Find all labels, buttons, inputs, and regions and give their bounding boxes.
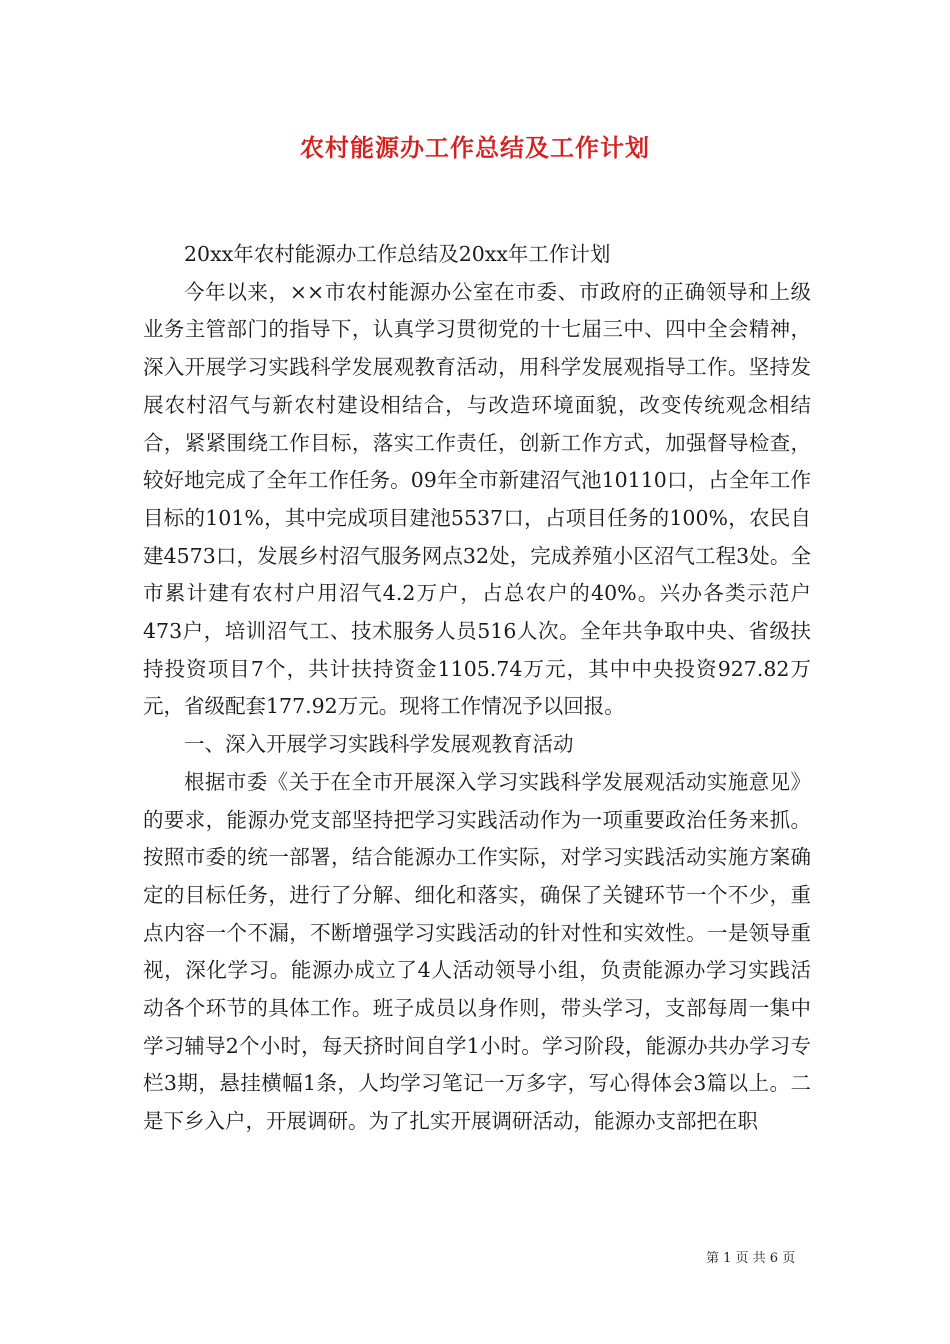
page-number-footer: 第 1 页 共 6 页 — [706, 1251, 796, 1266]
section-heading: 一、深入开展学习实践科学发展观教育活动 — [184, 732, 574, 757]
section-paragraph: 根据市委《关于在全市开展深入学习实践科学发展观活动实施意见》的要求，能源办党支部坚持把学习实践活动作为一项重要政治任务来抓。按照市委的统一部署，结合能源办工作实际，对学习实践活动实施方案确定的目标任务，进行了分解、细化和落实，确保了关键环节一个不少，重点内容一个不漏，不断增强学习实践活动的针对性和实效性。一是领导重视，深化学习。能源办成立了4人活动领导小组，负责能源办学习实践活动各个环节的具体工作。班子成员以身作则，带头学习，支部每周一集中学习辅导2个小时，每天挤时间自学1小时。学习阶段，能源办共办学习专栏3期，悬挂横幅1条，人均学习笔记一万多字，写心得体会3篇以上。二是下乡入户，开展调研。为了扎实开展调研活动，能源办支部把在职 — [143, 769, 811, 1134]
subtitle-paragraph: 20xx年农村能源办工作总结及20xx年工作计划 — [184, 242, 611, 266]
intro-paragraph: 今年以来，××市农村能源办公室在市委、市政府的正确领导和上级业务主管部门的指导下，认真学习贯彻党的十七届三中、四中全会精神，深入开展学习实践科学发展观教育活动，用科学发展观指导工作。坚持发展农村沼气与新农村建设相结合，与改造环境面貌，改变传统观念相结合，紧紧围绕工作目标，落实工作责任，创新工作方式，加强督导检查，较好地完成了全年工作任务。09年全市新建沼气池10110口，占全年工作目标的101%，其中完成项目建池5537口，占项目任务的100%，农民自建4573口，发展乡村沼气服务网点32处，完成养殖小区沼气工程3处。全市累计建有农村户用沼气4.2万户，占总农户的40%。兴办各类示范户473户，培训沼气工、技术服务人员516人次。全年共争取中央、省级扶持投资项目7个，共计扶持资金1105.74万元，其中中央投资927.82万元，省级配套177.92万元。现将工作情况予以回报。 — [143, 279, 811, 719]
document-body — [143, 236, 811, 1141]
document-title: 农村能源办工作总结及工作计划 — [300, 133, 650, 162]
